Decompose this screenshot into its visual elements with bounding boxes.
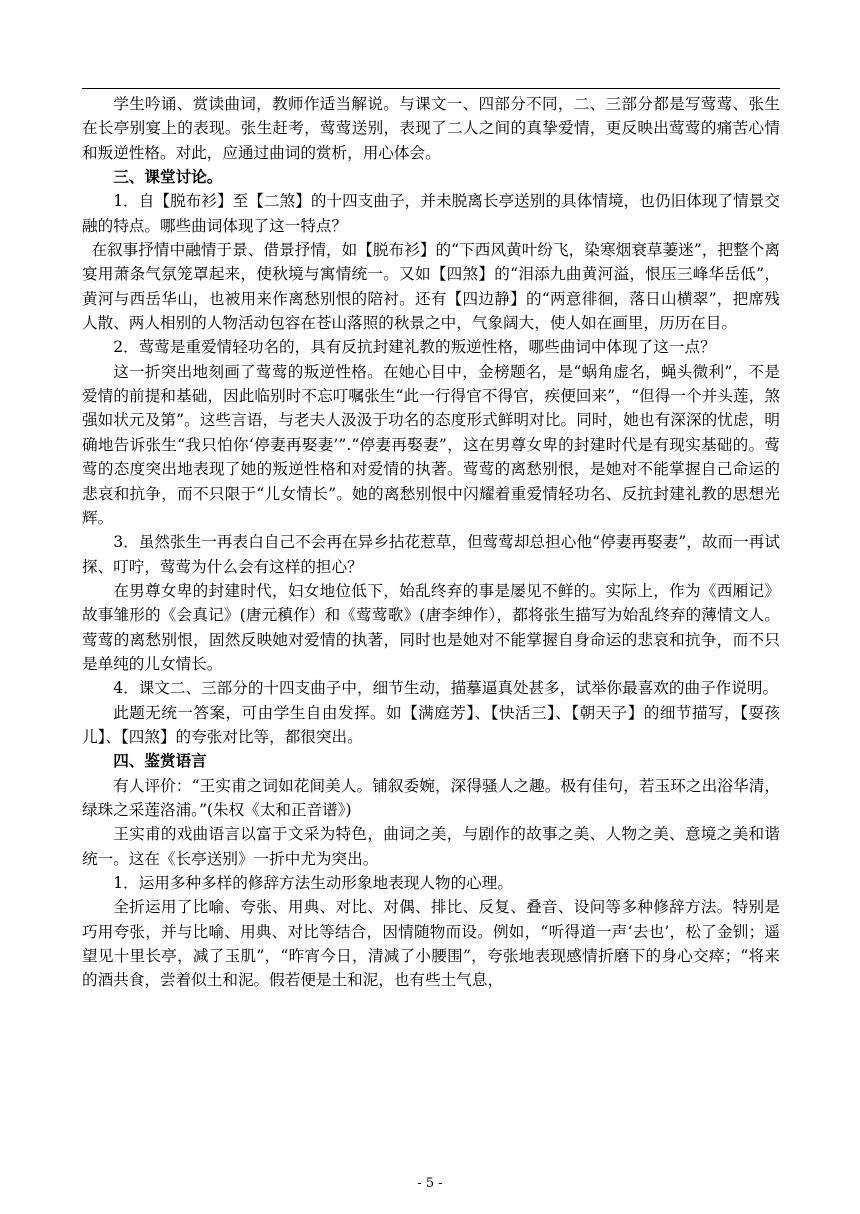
paragraph: 有人评价：“王实甫之词如花间美人。铺叙委婉，深得骚人之趣。极有佳句，若玉环之出浴华清，绿珠之采莲洛浦。”(朱权《太和正音谱》)	[82, 776, 780, 819]
section-heading: 三、课堂讨论。	[113, 167, 223, 187]
paragraph: 1．自【脱布衫】至【二煞】的十四支曲子，并未脱离长亭送别的具体情境，也仍旧体现了情景交融的特点。哪些曲词体现了这一特点？	[82, 192, 780, 235]
paragraph: 在男尊女卑的封建时代，妇女地位低下，始乱终弃的事是屡见不鲜的。实际上，作为《西厢记》故事雏形的《会真记》(唐元稹作）和《莺莺歌》(唐李绅作），都将张生描写为始乱终弃的薄情文人。莺莺的离愁别恨，固然反映她对爱情的执著，同时也是她对不能掌握自身命运的悲哀和抗争，而不只是单纯的儿女情长。	[82, 581, 780, 673]
paragraph: 4．课文二、三部分的十四支曲子中，细节生动，描摹逼真处甚多，试举你最喜欢的曲子作说明。	[113, 679, 779, 698]
paragraph: 此题无统一答案，可由学生自由发挥。如【满庭芳】、【快活三】、【朝天子】的细节描写，【耍孩儿】、【四煞】的夸张对比等，都很突出。	[82, 703, 780, 746]
paragraph: 全折运用了比喻、夸张、用典、对比、对偶、排比、反复、叠音、设问等多种修辞方法。特别是巧用夸张，并与比喻、用典、对比等结合，因情随物而设。例如，“听得道一声‘去也’，松了金钏；遥望见十里长亭，减了玉肌”，“昨宵今日，清减了小腰围”，夸张地表现感情折磨下的身心交瘁；“将来的酒共食，尝着似土和泥。假若便是土和泥，也有些土气息，	[82, 898, 780, 990]
header-rule	[82, 88, 780, 89]
paragraph: 王实甫的戏曲语言以富于文采为特色，曲词之美，与剧作的故事之美、人物之美、意境之美和谐统一。这在《长亭送别》一折中尤为突出。	[82, 825, 780, 868]
paragraph: 2．莺莺是重爱情轻功名的，具有反抗封建礼教的叛逆性格，哪些曲词中体现了这一点？	[113, 338, 716, 357]
paragraph: 在叙事抒情中融情于景、借景抒情，如【脱布衫】的“下西风黄叶纷飞，染寒烟衰草萋迷”，把整个离宴用萧条气氛笼罩起来，使秋境与寓情统一。又如【四煞】的“泪添九曲黄河溢，恨压三峰华岳低”，黄河与西岳华山，也被用来作离愁别恨的陪衬。还有【四边静】的“两意徘徊，落日山横翠”，把席残人散、两人相别的人物活动包容在苍山落照的秋景之中，气象阔大，使人如在画里，历历在目。	[82, 241, 780, 333]
paragraph: 这一折突出地刻画了莺莺的叛逆性格。在她心目中，金榜题名，是“蜗角虚名，蝇头微利”，不是爱情的前提和基础，因此临别时不忘叮嘱张生“此一行得官不得官，疾便回来”，“但得一个并头莲，煞强如状元及第”。这些言语，与老夫人汲汲于功名的态度形式鲜明对比。同时，她也有深深的忧虑，明确地告诉张生“我只怕你‘停妻再娶妻’”.“停妻再娶妻”，这在男尊女卑的封建时代是有现实基础的。莺莺的态度突出地表现了她的叛逆性格和对爱情的执著。莺莺的离愁别恨，是她对不能掌握自己命运的悲哀和抗争，而不只限于“儿女情长”。她的离愁别恨中闪耀着重爱情轻功名、反抗封建礼教的思想光辉。	[82, 362, 780, 527]
paragraph: 3．虽然张生一再表白自己不会再在异乡拈花惹草，但莺莺却总担心他“停妻再娶妻”，故而一再试探、叮咛，莺莺为什么会有这样的担心？	[82, 533, 780, 576]
page-number: - 5 -	[417, 1176, 443, 1191]
section-heading: 四、鉴赏语言	[113, 751, 207, 771]
paragraph: 学生吟诵、赏读曲词，教师作适当解说。与课文一、四部分不同，二、三部分都是写莺莺、张生在长亭别宴上的表现。张生赶考，莺莺送别，表现了二人之间的真挚爱情，更反映出莺莺的痛苦心情和叛逆性格。对此，应通过曲词的赏析，用心体会。	[82, 95, 780, 162]
document-body	[82, 92, 780, 993]
paragraph: 1．运用多种多样的修辞方法生动形象地表现人物的心理。	[113, 874, 513, 892]
